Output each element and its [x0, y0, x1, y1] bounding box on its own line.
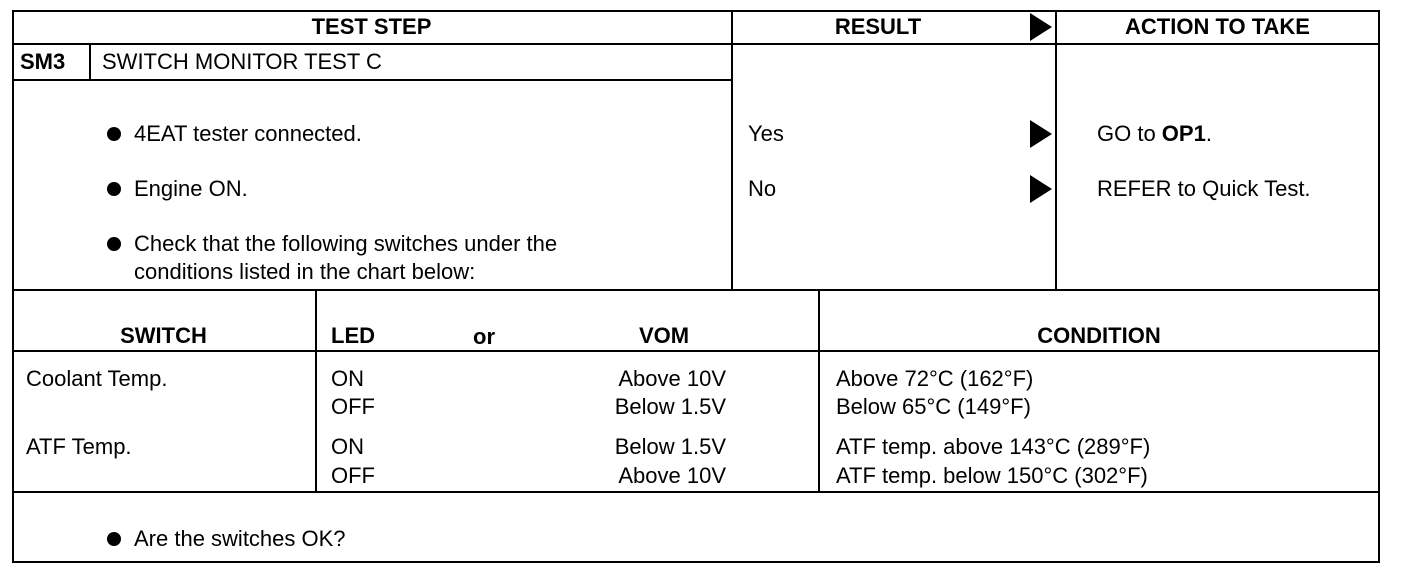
question: Are the switches OK? — [134, 526, 346, 551]
bullet-icon — [107, 127, 121, 141]
led-state: OFF — [331, 394, 375, 419]
bullet-icon — [107, 532, 121, 546]
frame-right — [1378, 10, 1380, 563]
action-yes-suffix: . — [1205, 121, 1212, 146]
chart-header-led: LED — [331, 323, 375, 348]
chart-col-divider-led — [315, 289, 317, 492]
condition-value: ATF temp. above 143°C (289°F) — [836, 434, 1151, 459]
frame-left — [12, 10, 14, 563]
chart-top-border — [12, 289, 1380, 291]
step-title: SWITCH MONITOR TEST C — [102, 49, 382, 74]
instruction-3-line-2: conditions listed in the chart below: — [134, 259, 476, 284]
step-id-divider — [89, 43, 91, 80]
chart-col-divider-condition — [818, 289, 820, 492]
result-no: No — [748, 176, 777, 201]
instruction-2: Engine ON. — [134, 176, 248, 201]
chart-header-or: or — [473, 324, 495, 349]
step-id: SM3 — [20, 49, 66, 74]
vom-value: Above 10V — [618, 463, 726, 488]
led-state: ON — [331, 366, 364, 391]
header-test-step: TEST STEP — [311, 14, 432, 39]
instruction-1: 4EAT tester connected. — [134, 121, 362, 146]
frame-bottom — [12, 561, 1380, 563]
header-action: ACTION TO TAKE — [1125, 14, 1310, 39]
condition-value: ATF temp. below 150°C (302°F) — [836, 463, 1148, 488]
col-divider-action — [1055, 10, 1057, 291]
led-state: ON — [331, 434, 364, 459]
condition-value: Below 65°C (149°F) — [836, 394, 1031, 419]
chart-header-divider — [12, 350, 1380, 352]
chart-header-condition: CONDITION — [1037, 323, 1161, 348]
col-divider-result — [731, 10, 733, 291]
chart-header-switch: SWITCH — [120, 323, 207, 348]
instruction-3-line-1: Check that the following switches under the — [134, 231, 558, 256]
step-title-divider — [12, 79, 732, 81]
result-no-arrow-icon — [1030, 175, 1052, 203]
switch-name: Coolant Temp. — [26, 366, 168, 391]
header-result: RESULT — [834, 14, 922, 39]
led-state: OFF — [331, 463, 375, 488]
action-yes-prefix: GO to — [1097, 121, 1162, 146]
result-yes: Yes — [748, 121, 784, 146]
header-divider — [12, 43, 1380, 45]
chart-bottom-border — [12, 491, 1380, 493]
chart-header-vom: VOM — [639, 323, 690, 348]
condition-value: Above 72°C (162°F) — [836, 366, 1034, 391]
vom-value: Below 1.5V — [614, 434, 726, 459]
action-yes-target: OP1 — [1161, 121, 1206, 146]
frame-top — [12, 10, 1380, 12]
vom-value: Below 1.5V — [614, 394, 726, 419]
vom-value: Above 10V — [618, 366, 726, 391]
action-no: REFER to Quick Test. — [1097, 176, 1311, 201]
bullet-icon — [107, 237, 121, 251]
bullet-icon — [107, 182, 121, 196]
result-yes-arrow-icon — [1030, 120, 1052, 148]
header-result-arrow-icon — [1030, 13, 1052, 41]
action-yes — [1097, 121, 1212, 147]
switch-name: ATF Temp. — [26, 434, 132, 459]
